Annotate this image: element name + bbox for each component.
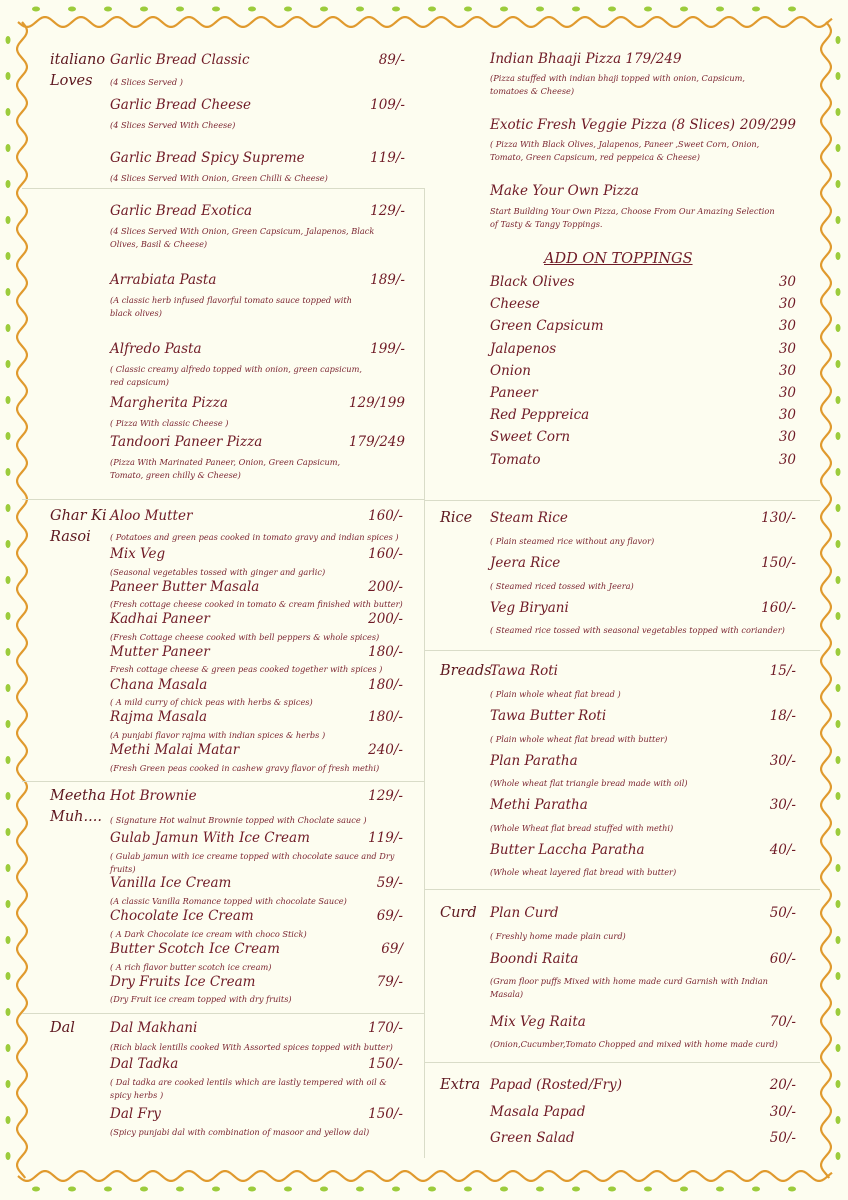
item-desc-alfredo-pasta: ( Classic creamy alfredo topped with onion, green capsicum, red capsicum): [110, 364, 362, 387]
divider: [424, 889, 820, 890]
item-name-butter-scotch-ice-cream: Butter Scotch Ice Cream: [110, 941, 280, 957]
item-price-jeera-rice: 150/-: [761, 555, 796, 571]
topping-paneer: Paneer: [490, 385, 538, 401]
topping-red-peppreica: Red Peppreica: [490, 407, 590, 424]
category-rice: Rice: [440, 510, 473, 526]
item-name-jeera-rice: Jeera Rice: [490, 555, 561, 571]
item-name-tawa-butter-roti: Tawa Butter Roti: [490, 708, 607, 724]
toppings-heading: ADD ON TOPPINGS: [544, 251, 693, 267]
item-name-garlic-bread-spicy-supreme: Garlic Bread Spicy Supreme: [110, 150, 305, 166]
item-desc-mix-veg-raita: (Onion,Cucumber,Tomato Chopped and mixed with home made curd): [490, 1039, 778, 1049]
item-price-hot-brownie: 129/-: [368, 788, 403, 804]
topping-price-sweet-corn: 30: [778, 429, 796, 446]
item-price-butter-laccha-paratha: 40/-: [769, 842, 796, 858]
category-meetha-muh: Meetha: [50, 788, 106, 804]
item-name-aloo-mutter: Aloo Mutter: [110, 508, 193, 524]
item-price-margherita-pizza: 129/199: [348, 395, 405, 411]
item-desc-dal-tadka: ( Dal tadka are cooked lentils which are lastly tempered with oil & spicy herbs ): [110, 1077, 387, 1100]
item-desc-kadhai-paneer: (Fresh Cottage cheese cooked with bell peppers & whole spices): [110, 632, 380, 642]
item-desc-garlic-bread-exotica: (4 Slices Served With Onion, Green Capsicum, Jalapenos, Black Olives, Basil & Cheese): [110, 226, 375, 249]
item-price-steam-rice: 130/-: [761, 510, 796, 526]
item-desc-dry-fruits-ice-cream: (Dry Fruit ice cream topped with dry fruits): [110, 994, 292, 1004]
item-desc-mix-veg: (Seasonal vegetables tossed with ginger and garlic): [110, 567, 326, 577]
item-name-green-salad: Green Salad: [490, 1130, 575, 1146]
item-desc-mutter-paneer: Fresh cottage cheese & green peas cooked together with spices ): [110, 664, 383, 674]
item-price-garlic-bread-classic: 89/-: [378, 52, 405, 68]
item-price-chocolate-ice-cream: 69/-: [376, 908, 403, 924]
item-name-garlic-bread-exotica: Garlic Bread Exotica: [110, 203, 253, 219]
item-name-kadhai-paneer: Kadhai Paneer: [110, 611, 210, 627]
divider: [22, 499, 424, 500]
item-price-dry-fruits-ice-cream: 79/-: [376, 974, 403, 990]
item-name-boondi-raita: Boondi Raita: [490, 951, 579, 967]
item-price-tandoori-paneer-pizza: 179/249: [348, 434, 405, 450]
item-price-butter-scotch-ice-cream: 69/: [381, 941, 403, 957]
item-name-methi-malai-matar: Methi Malai Matar: [110, 742, 240, 758]
divider: [22, 1013, 424, 1014]
item-name-papad-rosted-fry: Papad (Rosted/Fry): [490, 1077, 622, 1093]
item-name-margherita-pizza: Margherita Pizza: [110, 395, 228, 411]
item-desc-methi-malai-matar: (Fresh Green peas cooked in cashew gravy flavor of fresh methi): [110, 763, 380, 773]
item-desc-vanilla-ice-cream: (A classic Vanilla Romance topped with chocolate Sauce): [110, 896, 347, 906]
topping-price-paneer: 30: [778, 385, 796, 401]
item-name-make-your-own-pizza: Make Your Own Pizza: [490, 183, 639, 199]
category-italiano-loves: italiano: [50, 52, 106, 68]
item-name-rajma-masala: Rajma Masala: [110, 709, 208, 725]
topping-price-black-olives: 30: [778, 274, 796, 290]
item-desc-tandoori-paneer-pizza: (Pizza With Marinated Paneer, Onion, Green Capsicum, Tomato, green chilly & Cheese): [110, 457, 341, 480]
item-price-gulab-jamun-with-ice-cream: 119/-: [368, 830, 403, 846]
item-desc-methi-paratha: (Whole Wheat flat bread stuffed with methi): [490, 823, 674, 833]
topping-price-cheese: 30: [778, 296, 796, 313]
item-desc-dal-makhani: (Rich black lentills cooked With Assorted spices topped with butter): [110, 1042, 393, 1052]
item-name-hot-brownie: Hot Brownie: [110, 788, 197, 804]
item-desc-exotic-fresh-veggie-pizza-8-slices: ( Pizza With Black Olives, Jalapenos, Paneer ,Sweet Corn, Onion, Tomato, Green Capsicum, red peppeica & Cheese): [490, 139, 760, 162]
item-desc-plan-paratha: (Whole wheat flat triangle bread made with oil): [490, 778, 688, 788]
item-desc-veg-biryani: ( Steamed rice tossed with seasonal vegetables topped with coriander): [490, 625, 785, 635]
divider: [424, 1062, 820, 1063]
item-name-tandoori-paneer-pizza: Tandoori Paneer Pizza: [110, 434, 263, 450]
item-name-vanilla-ice-cream: Vanilla Ice Cream: [110, 875, 232, 891]
item-desc-arrabiata-pasta: (A classic herb infused flavorful tomato sauce topped with black olives): [110, 295, 352, 318]
divider: [424, 500, 820, 501]
item-desc-rajma-masala: (A punjabi flavor rajma with indian spices & herbs ): [110, 730, 326, 740]
item-price-kadhai-paneer: 200/-: [368, 611, 403, 627]
item-desc-jeera-rice: ( Steamed riced tossed with Jeera): [490, 581, 634, 591]
item-name-alfredo-pasta: Alfredo Pasta: [110, 341, 202, 357]
item-name-paneer-butter-masala: Paneer Butter Masala: [110, 579, 260, 595]
item-desc-gulab-jamun-with-ice-cream: ( Gulab jamun with ice creame topped with chocolate sauce and Dry fruits): [110, 851, 395, 874]
item-price-paneer-butter-masala: 200/-: [368, 579, 403, 595]
item-name-dal-fry: Dal Fry: [110, 1106, 161, 1122]
item-desc-aloo-mutter: ( Potatoes and green peas cooked in tomato gravy and indian spices ): [110, 532, 399, 542]
topping-green-capsicum: Green Capsicum: [490, 318, 604, 335]
item-desc-dal-fry: (Spicy punjabi dal with combination of masoor and yellow dal): [110, 1127, 370, 1137]
category-breads: Breads: [440, 663, 492, 679]
item-price-dal-makhani: 170/-: [368, 1020, 403, 1036]
item-name-garlic-bread-classic: Garlic Bread Classic: [110, 52, 250, 68]
item-price-mix-veg: 160/-: [368, 546, 403, 562]
topping-price-green-capsicum: 30: [778, 318, 796, 335]
item-desc-butter-scotch-ice-cream: ( A rich flavor butter scotch ice cream): [110, 962, 272, 972]
item-price-masala-papad: 30/-: [769, 1104, 796, 1120]
item-name-dry-fruits-ice-cream: Dry Fruits Ice Cream: [110, 974, 256, 990]
topping-price-jalapenos: 30: [778, 340, 796, 357]
item-desc-butter-laccha-paratha: (Whole wheat layered flat bread with butter): [490, 867, 677, 877]
topping-price-tomato: 30: [778, 451, 796, 468]
item-price-papad-rosted-fry: 20/-: [769, 1077, 796, 1093]
item-price-garlic-bread-spicy-supreme: 119/-: [370, 150, 405, 166]
category-dal: Dal: [50, 1020, 75, 1036]
item-name-exotic-fresh-veggie-pizza-8-slices: Exotic Fresh Veggie Pizza (8 Slices): [490, 117, 736, 133]
item-price-aloo-mutter: 160/-: [368, 508, 403, 524]
category-extra: Extra: [440, 1077, 481, 1093]
item-price-boondi-raita: 60/-: [769, 951, 796, 967]
divider: [424, 650, 820, 651]
topping-cheese: Cheese: [490, 296, 540, 313]
item-name-plan-curd: Plan Curd: [490, 905, 559, 921]
item-desc-make-your-own-pizza: Start Building Your Own Pizza, Choose From Our Amazing Selection of Tasty & Tangy Toppings.: [490, 206, 775, 229]
item-price-veg-biryani: 160/-: [761, 600, 796, 616]
item-name-gulab-jamun-with-ice-cream: Gulab Jamun With Ice Cream: [110, 830, 310, 846]
item-name-plan-paratha: Plan Paratha: [490, 753, 578, 769]
item-desc-tawa-butter-roti: ( Plain whole wheat flat bread with butter): [490, 734, 668, 744]
item-price-garlic-bread-cheese: 109/-: [370, 97, 405, 113]
item-name-veg-biryani: Veg Biryani: [490, 600, 569, 616]
item-price-mix-veg-raita: 70/-: [769, 1014, 796, 1030]
item-desc-garlic-bread-spicy-supreme: (4 Slices Served With Onion, Green Chilli & Cheese): [110, 173, 328, 183]
item-name-steam-rice: Steam Rice: [490, 510, 568, 526]
item-price-plan-paratha: 30/-: [769, 753, 796, 769]
item-desc-tawa-roti: ( Plain whole wheat flat bread ): [490, 689, 621, 699]
item-price-arrabiata-pasta: 189/-: [370, 272, 405, 288]
category-ghar-ki-rasoi: Ghar Ki: [50, 508, 107, 524]
item-desc-margherita-pizza: ( Pizza With classic Cheese ): [110, 418, 229, 428]
category-ghar-ki-rasoi: Rasoi: [50, 529, 91, 545]
item-name-dal-tadka: Dal Tadka: [110, 1056, 179, 1072]
item-name-dal-makhani: Dal Makhani: [110, 1020, 198, 1036]
item-name-masala-papad: Masala Papad: [490, 1104, 586, 1120]
item-desc-chocolate-ice-cream: ( A Dark Chocolate ice cream with choco Stick): [110, 929, 307, 939]
item-price-garlic-bread-exotica: 129/-: [370, 203, 405, 219]
item-price-plan-curd: 50/-: [769, 905, 796, 921]
item-desc-garlic-bread-classic: (4 Slices Served ): [110, 77, 183, 87]
item-desc-boondi-raita: (Gram floor puffs Mixed with home made curd Garnish with Indian Masala): [490, 976, 768, 999]
topping-tomato: Tomato: [490, 451, 541, 468]
item-desc-indian-bhaaji-pizza-179-249: (Pizza stuffed with indian bhaji topped with onion, Capsicum, tomatoes & Cheese): [490, 73, 745, 96]
item-desc-garlic-bread-cheese: (4 Slices Served With Cheese): [110, 120, 236, 130]
item-name-methi-paratha: Methi Paratha: [490, 797, 588, 813]
topping-onion: Onion: [490, 362, 531, 379]
item-price-methi-paratha: 30/-: [769, 797, 796, 813]
topping-jalapenos: Jalapenos: [490, 340, 557, 357]
item-price-mutter-paneer: 180/-: [368, 644, 403, 660]
item-name-mutter-paneer: Mutter Paneer: [110, 644, 210, 660]
item-desc-chana-masala: ( A mild curry of chick peas with herbs & spices): [110, 697, 313, 707]
item-price-alfredo-pasta: 199/-: [370, 341, 405, 357]
item-name-tawa-roti: Tawa Roti: [490, 663, 558, 679]
category-curd: Curd: [440, 905, 477, 921]
divider: [22, 781, 424, 782]
item-price-exotic-fresh-veggie-pizza-8-slices: 209/299: [739, 117, 796, 133]
item-name-mix-veg: Mix Veg: [110, 546, 166, 562]
item-price-tawa-butter-roti: 18/-: [769, 708, 796, 724]
item-name-mix-veg-raita: Mix Veg Raita: [490, 1014, 586, 1030]
topping-sweet-corn: Sweet Corn: [490, 429, 571, 446]
item-desc-steam-rice: ( Plain steamed rice without any flavor): [490, 536, 655, 546]
item-name-chana-masala: Chana Masala: [110, 677, 208, 693]
category-meetha-muh: Muh....: [50, 809, 102, 825]
item-price-dal-fry: 150/-: [368, 1106, 403, 1122]
item-price-tawa-roti: 15/-: [769, 663, 796, 679]
topping-black-olives: Black Olives: [490, 274, 575, 290]
item-price-dal-tadka: 150/-: [368, 1056, 403, 1072]
item-name-indian-bhaaji-pizza-179-249: Indian Bhaaji Pizza 179/249: [490, 51, 682, 67]
topping-price-onion: 30: [778, 362, 796, 379]
item-price-chana-masala: 180/-: [368, 677, 403, 693]
item-name-arrabiata-pasta: Arrabiata Pasta: [110, 272, 217, 288]
divider: [22, 188, 424, 189]
item-desc-hot-brownie: ( Signature Hot walnut Brownie topped with Choclate sauce ): [110, 815, 367, 825]
item-desc-paneer-butter-masala: (Fresh cottage cheese cooked in tomato & cream finished with butter): [110, 599, 403, 609]
item-name-butter-laccha-paratha: Butter Laccha Paratha: [490, 842, 645, 858]
item-price-rajma-masala: 180/-: [368, 709, 403, 725]
column-divider: [424, 188, 425, 1158]
item-price-vanilla-ice-cream: 59/-: [376, 875, 403, 891]
category-italiano-loves: Loves: [50, 73, 93, 89]
topping-price-red-peppreica: 30: [778, 407, 796, 424]
item-name-garlic-bread-cheese: Garlic Bread Cheese: [110, 97, 252, 113]
item-name-chocolate-ice-cream: Chocolate Ice Cream: [110, 908, 254, 924]
item-price-green-salad: 50/-: [769, 1130, 796, 1146]
item-price-methi-malai-matar: 240/-: [368, 742, 403, 758]
item-desc-plan-curd: ( Freshly home made plain curd): [490, 931, 626, 941]
